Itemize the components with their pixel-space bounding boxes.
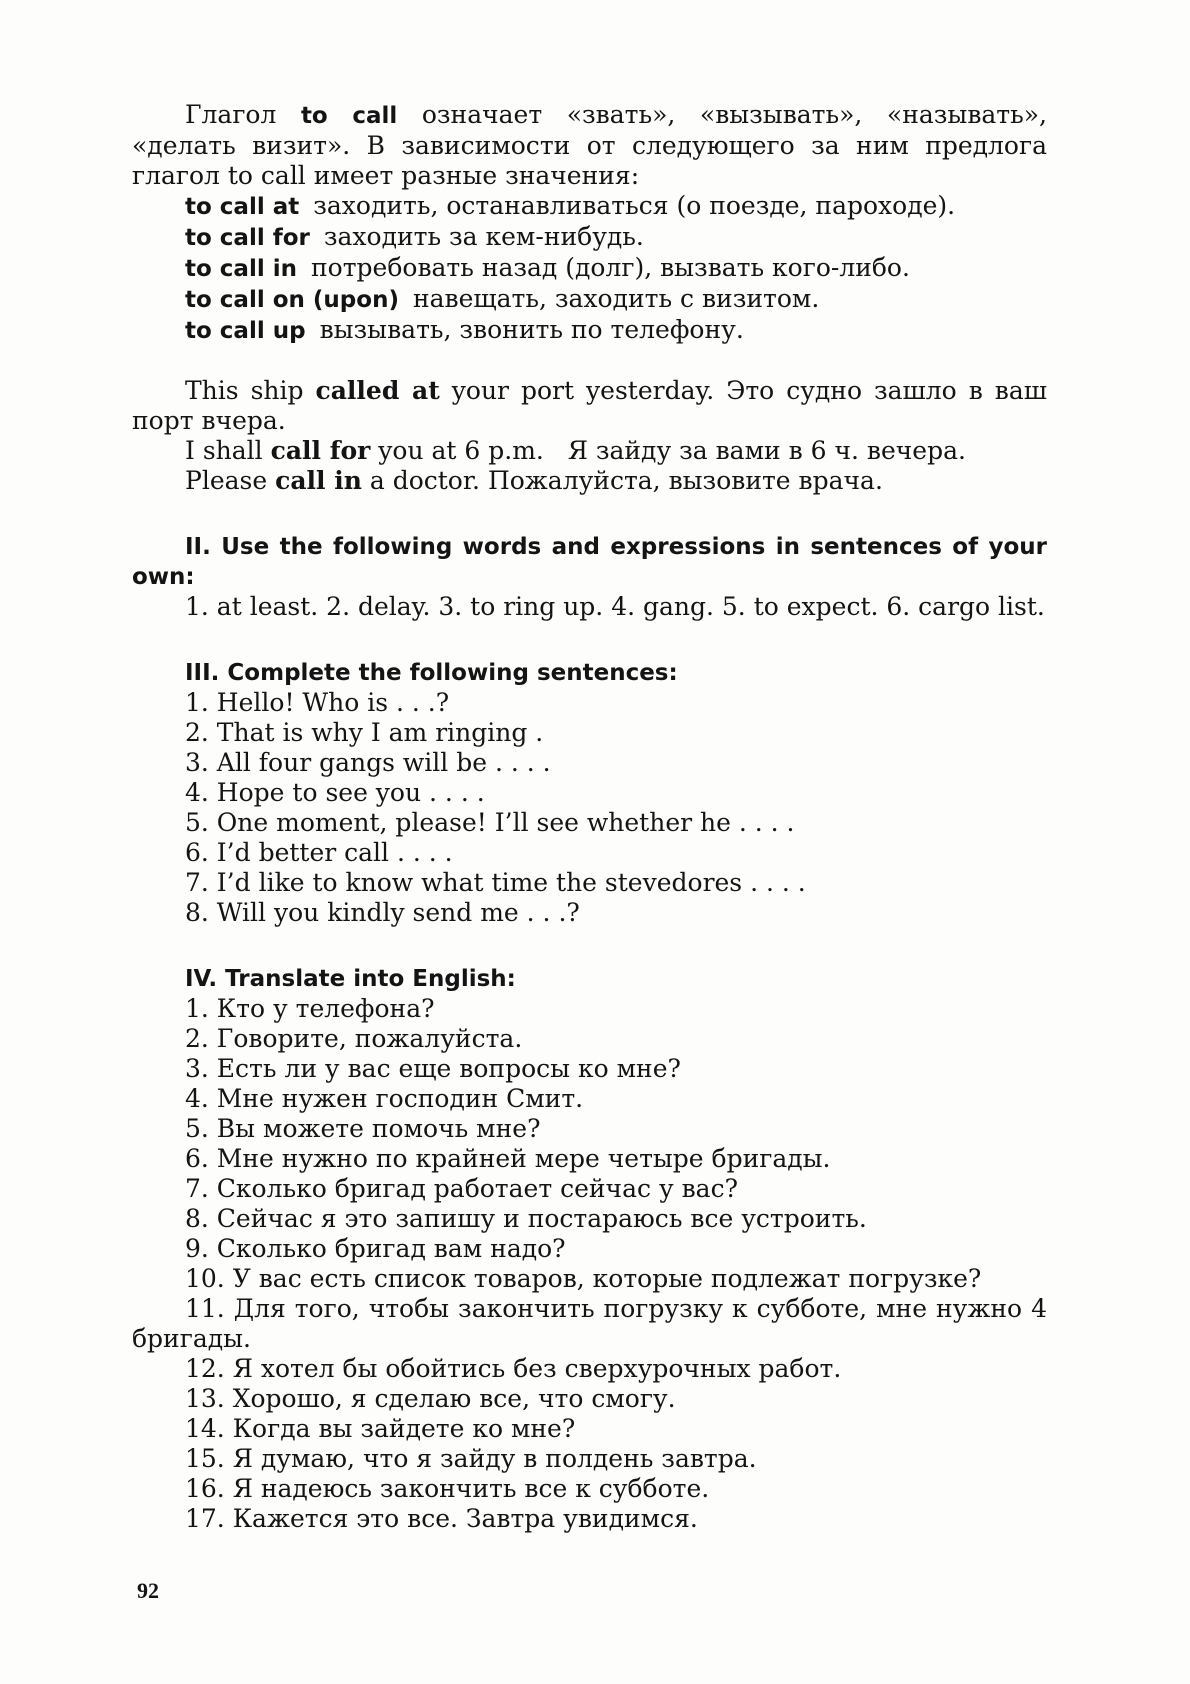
exercise-item: 5. Вы можете помочь мне? — [185, 1114, 541, 1143]
exercise-item: 16. Я надеюсь закончить все к субботе. — [185, 1474, 710, 1503]
exercise-item: 5. One moment, please! I’ll see whether he . . . . — [185, 808, 795, 837]
definition-item — [132, 315, 1047, 346]
exercise-item: 13. Хорошо, я сделаю все, что смогу. — [185, 1384, 676, 1413]
definition-term: to call for — [185, 225, 310, 251]
definition-term: to call on (upon) — [185, 287, 399, 313]
example-post: a doctor. Пожалуйста, вызовите врача. — [361, 466, 883, 495]
exercise-item: 8. Сейчас я это запишу и постараюсь все устроить. — [185, 1204, 867, 1233]
exercise-item: 2. That is why I am ringing . — [185, 718, 544, 747]
exercise-item: 3. Есть ли у вас еще вопросы ко мне? — [185, 1054, 681, 1083]
exercise-item: 7. I’d like to know what time the stevedores . . . . — [185, 868, 806, 897]
section-2-heading: II. Use the following words and expressions in sentences of your own: — [132, 534, 1047, 590]
example-post: you at 6 p.m. Я зайду за вами в 6 ч. вечера. — [370, 436, 966, 465]
exercise-item: 4. Hope to see you . . . . — [185, 778, 485, 807]
definition-item — [132, 222, 1047, 253]
exercise-item: 1. Hello! Who is . . .? — [185, 688, 450, 717]
exercise-item: 1. Кто у телефона? — [185, 994, 435, 1023]
section-3-heading: III. Complete the following sentences: — [185, 660, 678, 686]
section-2-text: 1. at least. 2. delay. 3. to ring up. 4. gang. 5. to expect. 6. cargo list. — [185, 592, 1045, 621]
definition-term: to call up — [185, 318, 306, 344]
exercise-item: 7. Сколько бригад работает сейчас у вас? — [185, 1174, 738, 1203]
example-sentence — [132, 466, 1047, 496]
definition-meaning: вызывать, звонить по телефону. — [319, 315, 744, 344]
section-2 — [132, 532, 1047, 622]
intro-text: означает «звать», «вызывать», «называть», «делать визит». В зависимости от следующего за ним предлога глагол to call имеет разные значения: — [132, 100, 1047, 190]
exercise-item: 6. I’d better call . . . . — [185, 838, 453, 867]
definition-meaning: навещать, заходить с визитом. — [412, 284, 820, 313]
example-keyword: called at — [315, 376, 440, 405]
example-keyword: call in — [275, 466, 362, 495]
exercise-item: 2. Говорите, пожалуйста. — [185, 1024, 523, 1053]
page-text — [132, 100, 1047, 1534]
section-3 — [132, 658, 1047, 928]
exercise-item: 3. All four gangs will be . . . . — [185, 748, 551, 777]
exercise-item: 4. Мне нужен господин Смит. — [185, 1084, 584, 1113]
definition-item — [132, 191, 1047, 222]
definition-term: to call at — [185, 194, 300, 220]
exercise-item: 10. У вас есть список товаров, которые подлежат погрузке? — [185, 1264, 982, 1293]
exercise-item: 11. Для того, чтобы закончить погрузку к субботе, мне нужно 4 бригады. — [132, 1294, 1047, 1353]
exercise-item: 9. Сколько бригад вам надо? — [185, 1234, 566, 1263]
definition-term: to call in — [185, 256, 297, 282]
example-keyword: call for — [270, 436, 371, 465]
example-sentence — [132, 436, 1047, 466]
exercise-item: 15. Я думаю, что я зайду в полдень завтра. — [185, 1444, 757, 1473]
intro-paragraph — [132, 100, 1047, 191]
intro-term: to call — [300, 103, 398, 129]
section-4 — [132, 964, 1047, 1534]
definition-item — [132, 253, 1047, 284]
exercise-item: 8. Will you kindly send me . . .? — [185, 898, 580, 927]
exercise-item: 14. Когда вы зайдете ко мне? — [185, 1414, 576, 1443]
section-4-heading: IV. Translate into English: — [185, 966, 516, 992]
definition-meaning: заходить за кем-нибудь. — [323, 222, 644, 251]
definition-item — [132, 284, 1047, 315]
example-post: your port yesterday. Это судно зашло в ваш порт вчера. — [132, 376, 1047, 435]
example-sentence — [132, 376, 1047, 436]
exercise-item: 17. Кажется это все. Завтра увидимся. — [185, 1504, 698, 1533]
example-pre: Please — [185, 466, 276, 495]
intro-pre: Глагол — [185, 100, 301, 129]
definitions-list — [132, 191, 1047, 346]
example-pre: I shall — [185, 436, 271, 465]
exercise-item: 12. Я хотел бы обойтись без сверхурочных работ. — [185, 1354, 842, 1383]
definition-meaning: потребовать назад (долг), вызвать кого-либо. — [311, 253, 910, 282]
exercise-item: 6. Мне нужно по крайней мере четыре бригады. — [185, 1144, 831, 1173]
definition-meaning: заходить, останавливаться (о поезде, пароходе). — [313, 191, 956, 220]
page-number: 92 — [137, 1578, 159, 1603]
examples — [132, 376, 1047, 496]
example-pre: This ship — [185, 376, 316, 405]
